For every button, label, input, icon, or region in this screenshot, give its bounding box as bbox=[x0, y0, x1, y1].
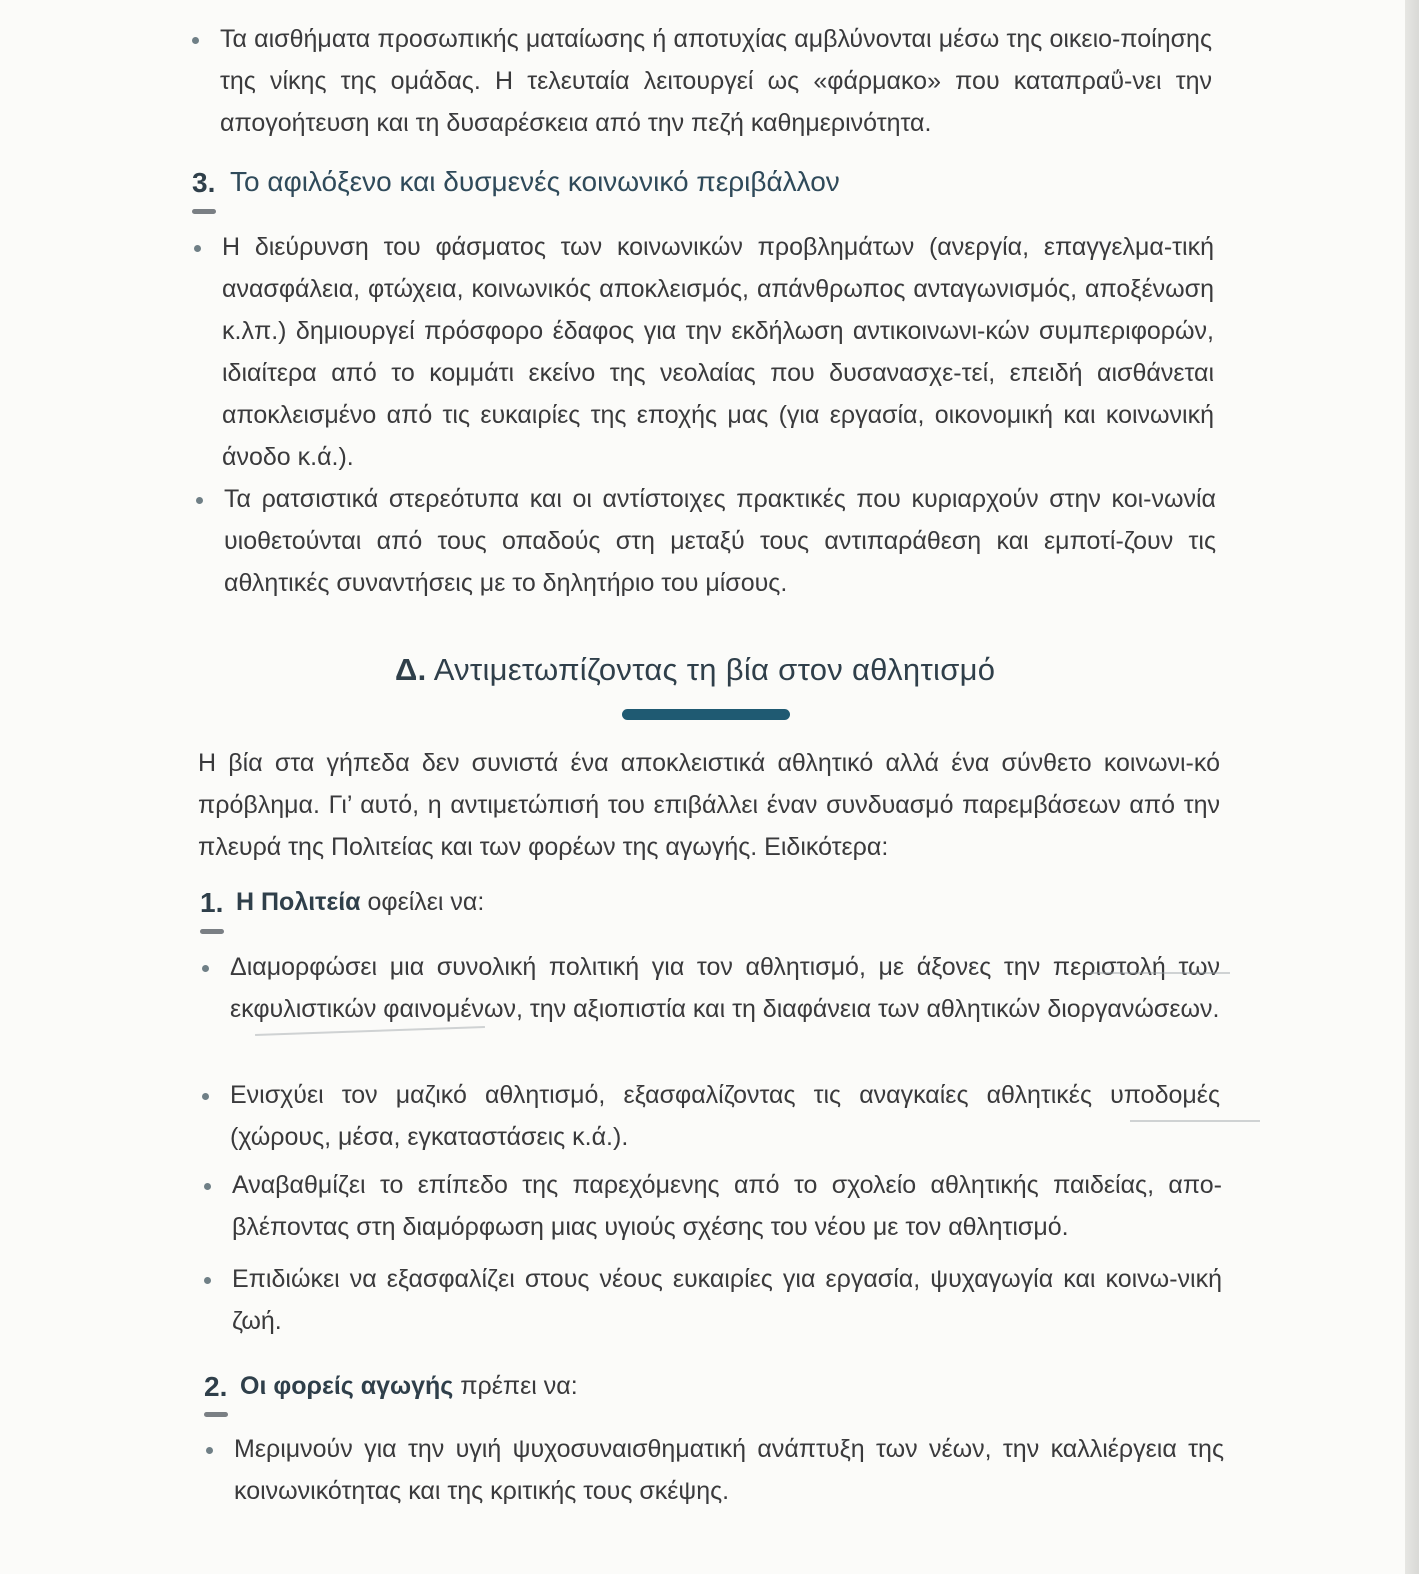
bullet-text: Αναβαθμίζει το επίπεδο της παρεχόμενης από το σχολείο αθλητικής παιδείας, απο-βλέποντας στη διαμόρφωση μιας υγιούς σχέσης του νέου με τον αθλητισμό. bbox=[232, 1171, 1222, 1241]
bullet-icon bbox=[202, 965, 209, 972]
list-item bbox=[232, 1258, 1222, 1342]
number-underline bbox=[192, 209, 216, 214]
bullet-text: Τα ρατσιστικά στερεότυπα και οι αντίστοιχες πρακτικές που κυριαρχούν στην κοι-νωνία υιοθετούνται από τους οπαδούς στη μεταξύ τους αντιπαράθεση και εμποτί-ζουν τις αθλητικές συναντήσεις με το δηλητήριο του μίσους. bbox=[224, 485, 1216, 597]
point-lead-rest: πρέπει να: bbox=[453, 1372, 578, 1400]
point-lead bbox=[236, 888, 484, 917]
bullet-icon bbox=[202, 1093, 209, 1100]
section-letter: Δ. bbox=[395, 652, 427, 687]
point-subject: Οι φορείς αγωγής bbox=[240, 1372, 454, 1400]
section-title-text: Αντιμετωπίζοντας τη βία στον αθλητισμό bbox=[433, 652, 996, 687]
list-item bbox=[222, 226, 1214, 478]
number-underline bbox=[204, 1412, 228, 1417]
bullet-icon bbox=[194, 245, 201, 252]
bullet-text: Μεριμνούν για την υγιή ψυχοσυναισθηματική ανάπτυξη των νέων, την καλλιέργεια της κοινωνικότητας και της κριτικής τους σκέψης. bbox=[234, 1435, 1224, 1505]
intro-paragraph: Η βία στα γήπεδα δεν συνιστά ένα αποκλειστικά αθλητικό αλλά ένα σύνθετο κοινωνι-κό πρόβλημα. Γι’ αυτό, η αντιμετώπισή του επιβάλλει έναν συνδυασμό παρεμβάσεων από την πλευρά της Πολιτείας και των φορέων της αγωγής. Ειδικότερα: bbox=[198, 749, 1220, 861]
list-item bbox=[232, 1164, 1222, 1248]
list-item bbox=[230, 1074, 1220, 1158]
subsection-number: 3. bbox=[192, 167, 216, 198]
pencil-mark bbox=[1130, 1120, 1260, 1122]
bullet-icon bbox=[204, 1183, 211, 1190]
bullet-icon bbox=[196, 497, 203, 504]
list-item bbox=[224, 478, 1216, 604]
bullet-text: Ενισχύει τον μαζικό αθλητισμό, εξασφαλίζοντας τις αναγκαίες αθλητικές υποδομές (χώρους, μέσα, εγκαταστάσεις κ.ά.). bbox=[230, 1081, 1220, 1151]
point-lead-rest: οφείλει να: bbox=[360, 888, 485, 916]
section-title bbox=[395, 652, 995, 688]
bullet-icon bbox=[192, 37, 199, 44]
bullet-text: Η διεύρυνση του φάσματος των κοινωνικών προβλημάτων (ανεργία, επαγγελμα-τική ανασφάλεια, φτώχεια, κοινωνικός αποκλεισμός, απάνθρωπος ανταγωνισμός, αποξένωση κ.λπ.) δημιουργεί πρόσφορο έδαφος για την εκδήλωση αντικοινωνι-κών συμπεριφορών, ιδιαίτερα από το κομμάτι εκείνο της νεολαίας που δυσανασχε-τεί, επειδή αισθάνεται αποκλεισμένο από τις ευκαιρίες της εποχής μας (για εργασία, οικονομική και κοινωνική άνοδο κ.ά.). bbox=[222, 233, 1214, 471]
bullet-text: Τα αισθήματα προσωπικής ματαίωσης ή αποτυχίας αμβλύνονται μέσω της οικειο-ποίησης της νίκης της ομάδας. Η τελευταία λειτουργεί ως «φάρμακο» που καταπραΰ-νει την απογοήτευση και τη δυσαρέσκεια από την πεζή καθημερινότητα. bbox=[220, 25, 1212, 137]
bullet-text: Διαμορφώσει μια συνολική πολιτική για τον αθλητισμό, με άξονες την περιστολή των εκφυλιστικών φαινομένων, την αξιοπιστία και τη διαφάνεια των αθλητικών διοργανώσεων. bbox=[230, 953, 1220, 1023]
number-underline bbox=[200, 929, 224, 934]
point-lead bbox=[240, 1372, 578, 1401]
bullet-text: Επιδιώκει να εξασφαλίζει στους νέους ευκαιρίες για εργασία, ψυχαγωγία και κοινω-νική ζωή. bbox=[232, 1265, 1222, 1335]
list-item bbox=[234, 1428, 1224, 1512]
list-item bbox=[230, 946, 1220, 1030]
section-accent-bar bbox=[622, 709, 790, 720]
point-number: 1. bbox=[200, 887, 224, 918]
bullet-icon bbox=[206, 1447, 213, 1454]
point-number: 2. bbox=[204, 1371, 228, 1402]
point-subject: Η Πολιτεία bbox=[236, 888, 361, 916]
pencil-mark bbox=[1090, 972, 1230, 974]
subsection-title: Το αφιλόξενο και δυσμενές κοινωνικό περιβάλλον bbox=[230, 166, 840, 197]
page-edge bbox=[1405, 0, 1419, 1574]
list-item bbox=[220, 18, 1212, 144]
bullet-icon bbox=[204, 1277, 211, 1284]
